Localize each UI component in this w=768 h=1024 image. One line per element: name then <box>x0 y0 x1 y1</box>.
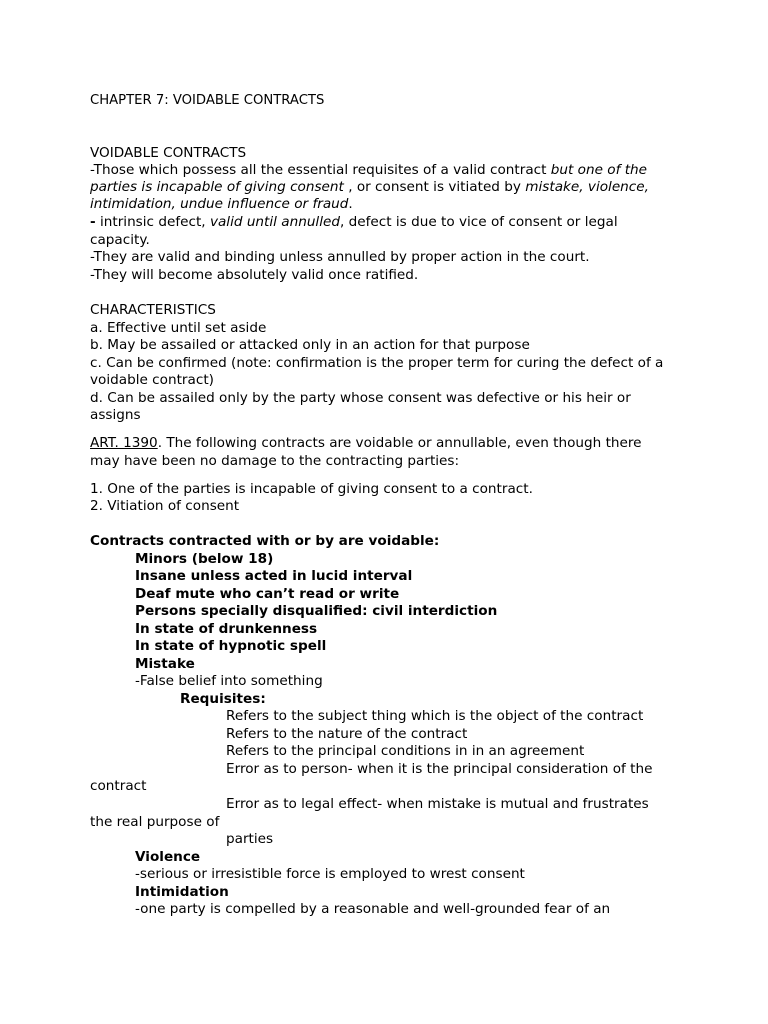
item-insane: Insane unless acted in lucid interval <box>135 568 413 584</box>
voidable-heading: VOIDABLE CONTRACTS <box>90 145 247 161</box>
requisite-3: Refers to the principal conditions in in an agreement <box>226 743 585 759</box>
article-line-1: ART. 1390. The following contracts are voidable or annullable, even though there <box>90 435 642 451</box>
article-ref: ART. 1390 <box>90 435 158 451</box>
item-violence: Violence <box>135 849 201 865</box>
intimidation-definition: -one party is compelled by a reasonable and well-grounded fear of an <box>135 901 611 917</box>
violence-definition: -serious or irresistible force is employed to wrest consent <box>135 866 525 882</box>
requisite-5: Error as to legal effect- when mistake is mutual and frustrates <box>226 796 649 812</box>
characteristic-d: d. Can be assailed only by the party whose consent was defective or his heir or <box>90 390 631 406</box>
chapter-title: CHAPTER 7: VOIDABLE CONTRACTS <box>90 93 325 108</box>
requisites-heading: Requisites: <box>180 691 266 707</box>
item-drunkenness: In state of drunkenness <box>135 621 318 637</box>
requisite-2: Refers to the nature of the contract <box>226 726 468 742</box>
voidable-definition-line-2: parties is incapable of giving consent , or consent is vitiated by mistake, violence, <box>90 179 649 195</box>
item-deaf-mute: Deaf mute who can’t read or write <box>135 586 400 602</box>
characteristic-d-cont: assigns <box>90 407 141 423</box>
item-minors: Minors (below 18) <box>135 551 274 567</box>
item-intimidation: Intimidation <box>135 884 229 900</box>
mistake-definition: -False belief into something <box>135 673 323 689</box>
characteristic-c-cont: voidable contract) <box>90 372 214 388</box>
voidable-definition-line-3: intimidation, undue influence or fraud. <box>90 196 353 212</box>
item-mistake: Mistake <box>135 656 195 672</box>
voidable-defect-line-2: capacity. <box>90 232 150 248</box>
article-line-2: may have been no damage to the contracting parties: <box>90 453 460 469</box>
voidable-binding-line: -They are valid and binding unless annulled by proper action in the court. <box>90 249 590 265</box>
item-hypnotic: In state of hypnotic spell <box>135 638 327 654</box>
requisite-5-cont: the real purpose of <box>90 814 220 830</box>
article-item-2: 2. Vitiation of consent <box>90 498 240 514</box>
characteristic-a: a. Effective until set aside <box>90 320 267 336</box>
characteristics-heading: CHARACTERISTICS <box>90 302 216 318</box>
characteristic-b: b. May be assailed or attacked only in an action for that purpose <box>90 337 530 353</box>
requisite-4-cont: contract <box>90 778 147 794</box>
voidable-defect-line: - intrinsic defect, valid until annulled, defect is due to vice of consent or legal <box>90 214 618 230</box>
requisite-5-cont-2: parties <box>226 831 274 847</box>
article-item-1: 1. One of the parties is incapable of giving consent to a contract. <box>90 481 533 497</box>
item-disqualified: Persons specially disqualified: civil interdiction <box>135 603 498 619</box>
contracts-heading: Contracts contracted with or by are voidable: <box>90 533 440 549</box>
requisite-1: Refers to the subject thing which is the object of the contract <box>226 708 644 724</box>
voidable-ratified-line: -They will become absolutely valid once ratified. <box>90 267 419 283</box>
voidable-definition-line-1: -Those which possess all the essential requisites of a valid contract but one of the <box>90 162 648 178</box>
requisite-4: Error as to person- when it is the principal consideration of the <box>226 761 653 777</box>
characteristic-c: c. Can be confirmed (note: confirmation is the proper term for curing the defect of a <box>90 355 664 371</box>
